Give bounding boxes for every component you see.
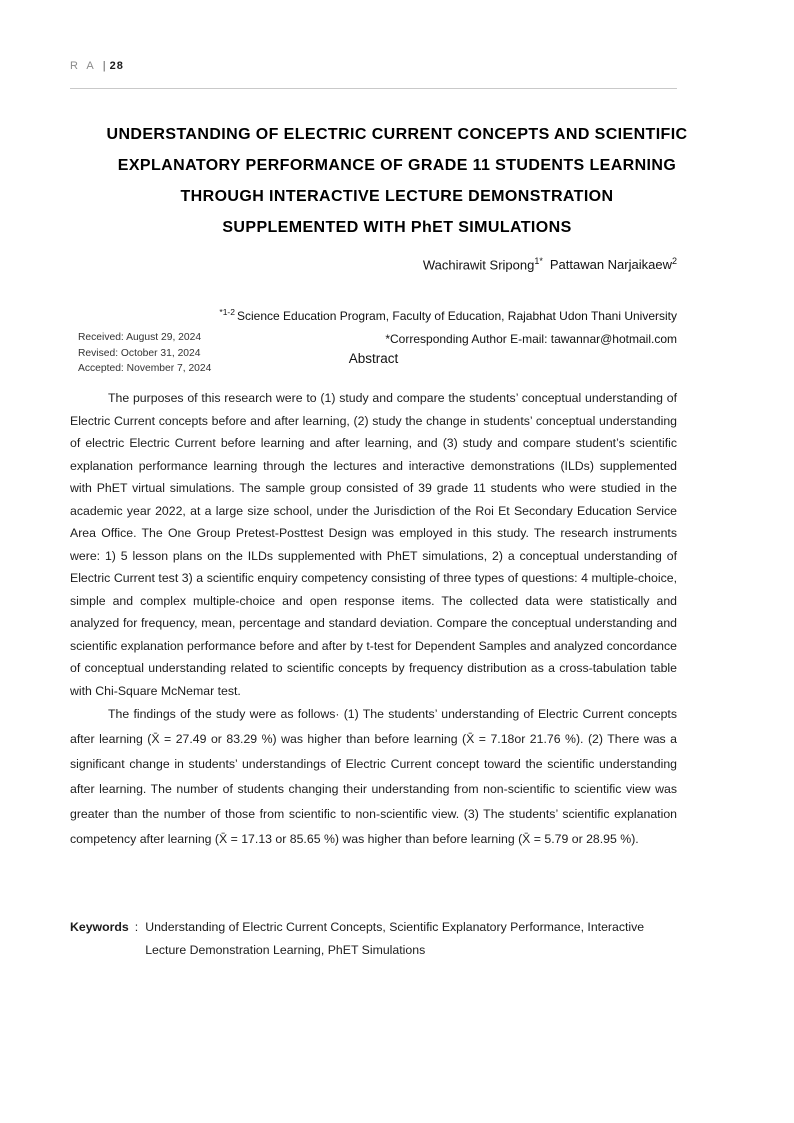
title-line-1: UNDERSTANDING OF ELECTRIC CURRENT CONCEPTS AND SCIENTIFIC [106,126,688,143]
article-title [48,119,746,243]
abstract-heading: Abstract [348,351,399,366]
author-2-superscript: 2 [671,256,677,266]
header-separator: | [102,60,106,72]
author-2-name: Pattawan Narjaikaew [549,257,672,273]
journal-initials: R A [70,60,97,72]
title-line-4: SUPPLEMENTED WITH PhET SIMULATIONS [222,219,572,236]
header-divider [70,88,677,89]
keywords-label: Keywords [70,920,129,934]
affiliation-text: Science Education Program, Faculty of Education, Rajabhat Udon Thani University [236,309,677,323]
corresponding-author-line: *Corresponding Author E-mail: tawannar@hotmail.com [385,332,677,346]
accepted-date: Accepted: November 7, 2024 [78,363,212,375]
page-number: 28 [109,60,124,72]
authors-line [70,256,677,272]
running-header [70,60,677,72]
affiliation-line [70,301,677,328]
title-line-2: EXPLANATORY PERFORMANCE OF GRADE 11 STUDENTS LEARNING [117,157,677,174]
abstract-paragraph-2: The findings of the study were as follows· (1) The students’ understanding of Electric Current concepts after learning (X̄ = 27.49 or 83.29 %) was higher than before learning (X̄ = 7.18or 21.76 %). (2) There was a significant change in students’ understandings of Electric Current concept toward the scientific understanding after learning. The number of students changing their understanding from non-scientific to scientific view was greater than the number of those from scientific to non-scientific view. (3) The students’ scientific explanation competency after learning (X̄ = 17.13 or 85.65 %) was higher than before learning (X̄ = 5.79 or 28.95 %). [70,707,677,846]
received-date: Received: August 29, 2024 [78,332,202,343]
keywords-separator: : [134,920,139,934]
affiliation-superscript: *1-2 [219,307,235,317]
title-line-3: THROUGH INTERACTIVE LECTURE DEMONSTRATION [180,188,614,205]
keywords-text: Understanding of Electric Current Concepts, Scientific Explanatory Performance, Interactive Lecture Demonstration Learning, PhET Simulations [145,920,645,957]
revised-date: Revised: October 31, 2024 [78,347,201,359]
author-1-superscript: 1* [534,256,543,266]
abstract-paragraph-1: The purposes of this research were to (1) study and compare the students’ conceptual understanding of Electric Current concepts before and after learning, (2) study the change in students’ conceptual understanding of electric Electric Current before learning and after learning, and (3) study and compare student’s scientific explanation performance learning through the lectures and interactive demonstrations (ILDs) supplemented with PhET virtual simulations. The sample group consisted of 39 grade 11 students who were studied in the academic year 2022, at a large size school, under the Jurisdiction of the Roi Et Secondary Education Service Area Office. The One Group Pretest-Posttest Design was employed in this study. The research instruments were: 1) 5 lesson plans on the ILDs supplemented with PhET simulations, 2) a conceptual understanding of Electric Current test 3) a scientific enquiry competency consisting of three types of questions: 4 multiple-choice, simple and complex multiple-choice and open response items. The collected data were statistically and analyzed for frequency, mean, percentage and standard deviation. Compare the conceptual understanding and scientific explanation performance before and after by t-test for Dependent Samples and analyzed concordance of conceptual understanding related to scientific concepts by frequency distribution as a cross-tabulation table with Chi-Square McNemar test. [70,391,677,698]
author-1-name: Wachirawit Sripong [422,257,535,273]
keywords-block [70,916,677,962]
abstract-body [70,387,677,852]
